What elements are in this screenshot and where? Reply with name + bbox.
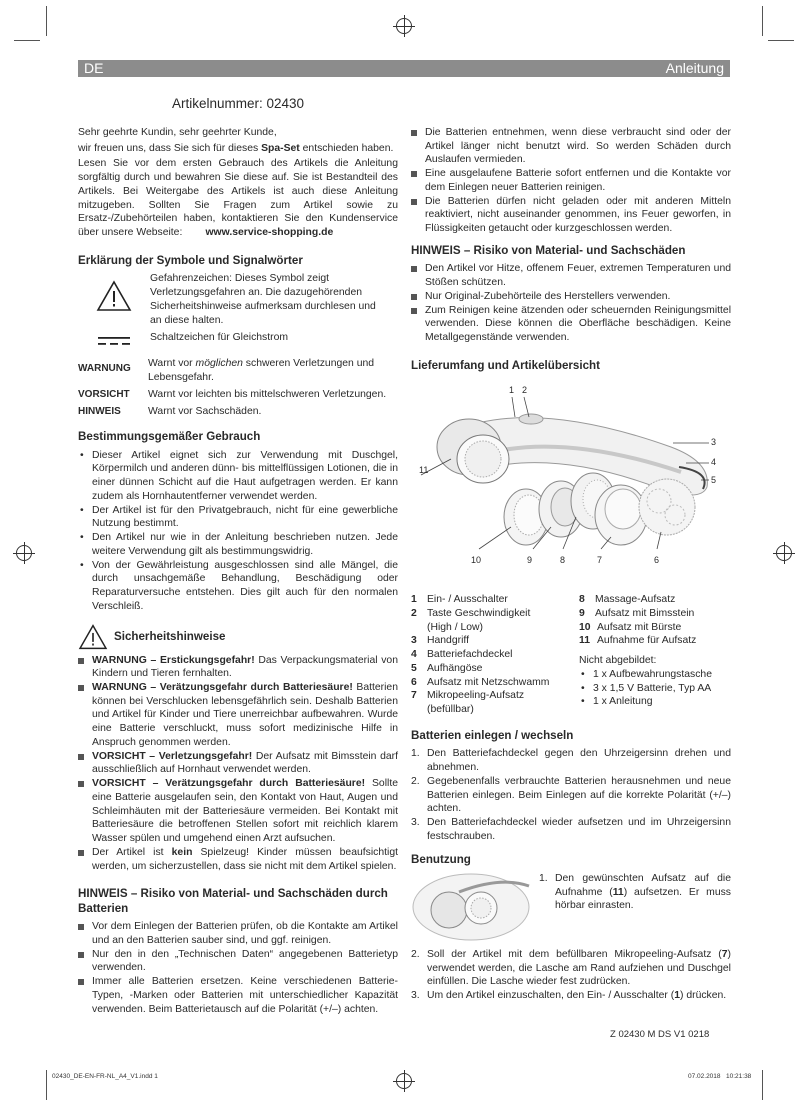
signal-word-row [78,388,398,402]
usage-steps-list [539,872,731,942]
product-drawing [411,377,731,587]
list-item: • 1 x Anleitung [579,695,731,709]
callout-2: 2 [522,385,528,396]
signal-text: schweren Verletzungen und Lebensgefahr. [148,358,375,384]
part-label: Aufsatz mit Netzschwamm [427,676,550,688]
part-label: Batteriefachdeckel [427,649,513,661]
product-illustration [411,377,731,587]
list-item: • 1 x Aufbewahrungstasche [579,668,731,682]
warning-text: Der Aufsatz mit Bimsstein darf ausschließlich auf Hornhaut verwendet werden. [92,750,398,776]
part-item [411,676,579,690]
step-text: Den gewünschten Aufsatz auf die Aufnahme ( [555,872,731,898]
battery-notice-list [78,920,398,1016]
list-item: Die Batterien dürfen nicht geladen oder mit anderen Mitteln reaktiviert, nicht auseinander genommen, ins Feuer geworfen, in Flüssigkeiten getaucht oder kurzgeschlossen werden. [411,195,731,236]
signal-text: Warnt vor [148,358,196,370]
material-notice-list [411,262,731,344]
language-code: DE [84,60,104,76]
callout-7: 7 [597,555,603,566]
warning-text: Das Verpackungsmaterial von Kindern und Tieren fernhalten. [92,654,398,680]
registration-mark-top [396,18,412,34]
list-item: • Von der Gewährleistung ausgeschlossen sind alle Mängel, die durch unsachgemäße Behandlung, Beschädigung oder Reparaturversuche entstehen. Dies gilt auch für den normalen Verschleiß. [78,559,398,614]
parts-list-left [411,593,579,717]
symbols-heading: Erklärung der Symbole und Signalwörter [78,253,303,267]
part-item [411,634,579,648]
callout-10: 10 [471,555,482,566]
part-item [579,634,731,648]
usage-steps-list-cont [411,948,731,1003]
step-text: Soll der Artikel mit dem befüllbaren Mikropeeling-Aufsatz ( [427,948,722,960]
step-number: 2. [411,775,420,787]
battery-notice-list-cont [411,126,731,236]
usage-heading: Bestimmungsgemäßer Gebrauch [78,430,261,444]
part-label: Aufhängöse [427,662,483,674]
usage-steps-heading: Benutzung [411,853,471,867]
list-item [78,777,398,846]
warning-triangle-icon [78,624,108,650]
step-number: 2. [411,948,420,960]
list-item [78,654,398,681]
crop-mark [762,6,763,36]
callout-1: 1 [509,385,515,396]
header-title: Anleitung [665,60,724,76]
product-name: Spa-Set [261,142,300,154]
crop-mark [768,40,794,41]
part-label: Taste Geschwindigkeit (High / Low) [427,607,531,633]
signal-word-row [78,405,398,419]
step-text: ) aufsetzen. Er muss hörbar einrasten. [555,886,731,912]
warning-label: VORSICHT – Verätzungsgefahr durch Batteriesäure! [92,778,366,790]
list-item: Den Artikel vor Hitze, offenem Feuer, extremen Temperaturen und Stößen schützen. [411,262,731,289]
material-notice-heading: HINWEIS – Risiko von Material- und Sachschäden [411,243,686,257]
step-number: 1. [411,748,420,760]
step-item [539,872,731,913]
step-text: Den Batteriefachdeckel gegen den Uhrzeigersinn drehen und abnehmen. [427,748,731,774]
header-bar [78,60,730,77]
registration-mark-left [16,545,32,561]
right-column [411,126,731,1003]
part-item [579,593,731,607]
list-item [78,846,398,873]
left-column [78,126,398,1016]
callout-6: 6 [654,555,660,566]
step-ref: 1 [674,990,680,1002]
warning-label: VORSICHT – Verletzungsgefahr! [92,750,253,762]
part-number: 2 [411,607,417,619]
website-link[interactable]: www.service-shopping.de [205,227,334,239]
signal-description: Warnt vor Sachschäden. [148,405,262,417]
safety-heading: Sicherheitshinweise [114,629,226,643]
safety-list [78,654,398,874]
signal-word: HINWEIS [78,405,121,417]
list-item: • Den Artikel nur wie in der Anleitung beschrieben nutzen. Jede weitere Verwendung gilt als bestimmungswidrig. [78,531,398,558]
part-label: Aufnahme für Aufsatz [597,635,697,647]
document-code: Z 02430 M DS V1 0218 [610,1029,710,1040]
part-number: 1 [411,594,417,606]
step-item [411,816,731,843]
step-ref: 11 [612,886,624,898]
crop-mark [762,1070,763,1100]
safety-heading-row [78,624,398,650]
signal-description: Warnt vor leichten bis mittelschweren Verletzungen. [148,388,387,400]
danger-symbol-row [78,272,398,327]
signal-word-row [78,357,398,384]
batteries-steps [411,747,731,843]
step-ref: 7 [721,948,728,960]
callout-4: 4 [711,457,717,468]
part-number: 10 [579,621,591,633]
step-item [411,948,731,989]
step-text: Gegebenenfalls verbrauchte Batterien herausnehmen und neue Batterien einlegen. Beim Einlegen auf die korrekte Polarität (+/–) achten. [427,775,731,815]
callout-8: 8 [560,555,566,566]
step-item [411,989,731,1003]
part-number: 7 [411,690,417,702]
warning-text: Der Artikel ist [92,846,172,858]
crop-mark [46,1070,47,1100]
greeting: Sehr geehrte Kundin, sehr geehrter Kunde, [78,127,277,138]
part-item [411,662,579,676]
crop-mark [46,6,47,36]
callout-11: 11 [419,465,429,476]
list-item: • Dieser Artikel eignet sich zur Verwendung mit Duschgel, Körpermilch und anderen dünn- bis mittelflüssigen Lotionen, die in einer dünnen Schicht auf die Haut aufgetragen werden. Er kann zudem als Hornhautentferner verwendet werden. [78,449,398,504]
part-label: Aufsatz mit Bimsstein [595,607,695,619]
part-item [411,689,579,716]
warning-triangle-icon [96,280,132,312]
warning-label: WARNUNG – Erstickungsgefahr! [92,654,255,666]
footer-filename: 02430_DE-EN-FR-NL_A4_V1.indd 1 [52,1073,158,1080]
dc-symbol-row [78,331,398,347]
step-text: Um den Artikel einzuschalten, den Ein- / Ausschalter ( [427,990,675,1002]
parts-list [411,593,731,717]
part-label: Aufsatz mit Bürste [597,621,682,633]
part-number: 6 [411,676,417,688]
list-item [78,750,398,777]
list-item: Die Batterien entnehmen, wenn diese verbraucht sind oder der Artikel länger nicht benutzt wird. So werden Schäden durch Auslaufen vermieden. [411,126,731,167]
signal-word: VORSICHT [78,388,130,400]
footer-date: 07.02.2018 [688,1073,721,1080]
warning-text: Sollte eine Batterie ausgelaufen sein, den Kontakt von Haut, Augen und Schleimhäuten mit der Batteriesäure vermeiden. Bei Kontakt mit Batteriesäure die betroffenen Stellen sofort mit reichlich klarem Wasser spülen und umgehend einen Arzt aufsuchen. [92,778,398,845]
step-text: Den Batteriefachdeckel wieder aufsetzen und im Uhrzeigersinn festschrauben. [427,817,731,842]
part-label: Handgriff [427,635,469,647]
part-label: Mikropeeling-Aufsatz (befüllbar) [427,690,525,716]
registration-mark-bottom [396,1073,412,1089]
list-item: Vor dem Einlegen der Batterien prüfen, ob die Kontakte am Artikel und an den Batterien sauber sind, und ggf. reinigen. [78,920,398,947]
part-number: 11 [579,635,590,647]
step-item [411,775,731,816]
signal-emphasis: möglichen [195,358,243,370]
usage-step-1-row [411,872,731,942]
step-text: ) verwendet werden, die Lasche am Rand aufziehen und Duschgel einfüllen. Die Lasche wieder fest zudrücken. [427,948,731,988]
not-shown-label: Nicht abgebildet: [579,655,657,667]
step-text: ) drücken. [679,990,727,1002]
parts-list-right [579,593,731,717]
micropeeling-attachment [595,485,647,545]
list-item [78,681,398,750]
signal-words [78,357,398,418]
crop-mark [14,40,40,41]
list-item: Nur Original-Zubehörteile des Herstellers verwenden. [411,290,731,304]
footer-time: 10:21:38 [726,1073,752,1080]
battery-notice-heading: HINWEIS – Risiko von Material- und Sachschäden durch Batterien [78,887,388,915]
intro-line [78,142,398,156]
signal-description [148,357,398,384]
part-number: 9 [579,607,585,619]
intro-text: wir freuen uns, dass Sie sich für dieses [78,142,262,154]
signal-word: WARNUNG [78,363,131,375]
intro-text: entschieden haben. [299,142,394,154]
step-number: 1. [539,872,548,884]
callout-5: 5 [711,475,717,486]
part-label: Ein- / Ausschalter [427,594,508,606]
danger-symbol-text: Gefahrenzeichen: Dieses Symbol zeigt Verletzungsgefahren an. Die dazugehörenden Sicherheitshinweise aufmerksam durchlesen und an diese halten. [150,273,376,326]
warning-text: Spielzeug! Kinder müssen beaufsichtigt werden, um sicherzustellen, dass sie nicht mit dem Artikel spielen. [92,846,398,872]
direct-current-icon [98,335,130,347]
contents-heading: Lieferumfang und Artikelübersicht [411,358,600,372]
not-shown-list [579,668,731,709]
part-number: 5 [411,662,417,674]
usage-list [78,449,398,614]
step-item [411,747,731,774]
part-number: 3 [411,635,417,647]
part-item [579,607,731,621]
callout-3: 3 [711,437,717,448]
warning-text: Batterien können bei Verschlucken lebensgefährlich sein. Deshalb Batterien und Artikel für Kinder und Tiere unerreichbar aufbewahren. Wurde eine Batterie verschluckt, muss sofort medizinische Hilfe in Anspruch genommen werden. [92,682,398,748]
emphasis: kein [171,846,193,858]
part-number: 4 [411,649,417,661]
article-number: Artikelnummer: 02430 [172,96,305,111]
batteries-heading: Batterien einlegen / wechseln [411,728,574,742]
intro-body-text: Lesen Sie vor dem ersten Gebrauch des Artikels die Anleitung sorgfältig durch und bewahren Sie diese auf. Sie ist Bestandteil des Artikels. Bei Weitergabe des Artikels ist auch diese Anleitung mitzugeben. Sollten Sie Fragen zum Artikel sowie zu Ersatz-/Zubehörteilen haben, kontaktieren Sie den Kundenservice über unsere Webseite: [78,158,398,239]
mesh-sponge-attachment [639,479,695,535]
dc-symbol-text: Schaltzeichen für Gleichstrom [150,332,289,344]
list-item: • Der Artikel ist für den Privatgebrauch, nicht für eine gewerbliche Nutzung bestimmt. [78,504,398,531]
registration-mark-right [776,545,792,561]
part-label: Massage-Aufsatz [595,594,676,606]
list-item: Zum Reinigen keine ätzenden oder scheuernden Reinigungsmittel verwenden. Diese können die Oberfläche beschädigen. Keine Metallgegenstände verwenden. [411,304,731,345]
attach-illustration [411,872,531,942]
list-item: • 3 x 1,5 V Batterie, Typ AA [579,682,731,696]
part-item [411,648,579,662]
callout-9: 9 [527,555,533,566]
intro-body [78,157,398,239]
part-item [411,607,579,634]
list-item: Nur den in den „Technischen Daten“ angegebenen Batterietyp verwenden. [78,948,398,975]
part-item [579,621,731,635]
warning-label: WARNUNG – Verätzungsgefahr durch Batteriesäure! [92,682,353,693]
step-number: 3. [411,817,420,829]
part-number: 8 [579,594,585,606]
list-item: Eine ausgelaufene Batterie sofort entfernen und die Kontakte vor dem Einlegen neuer Batterien reinigen. [411,167,731,194]
step-number: 3. [411,990,420,1002]
list-item: Immer alle Batterien ersetzen. Keine verschiedenen Batterie-Typen, -Marken oder Batterien mit unterschiedlicher Kapazität verwenden. Beim Batterietausch auf die Polarität (+/–) achten. [78,975,398,1016]
part-item [411,593,579,607]
